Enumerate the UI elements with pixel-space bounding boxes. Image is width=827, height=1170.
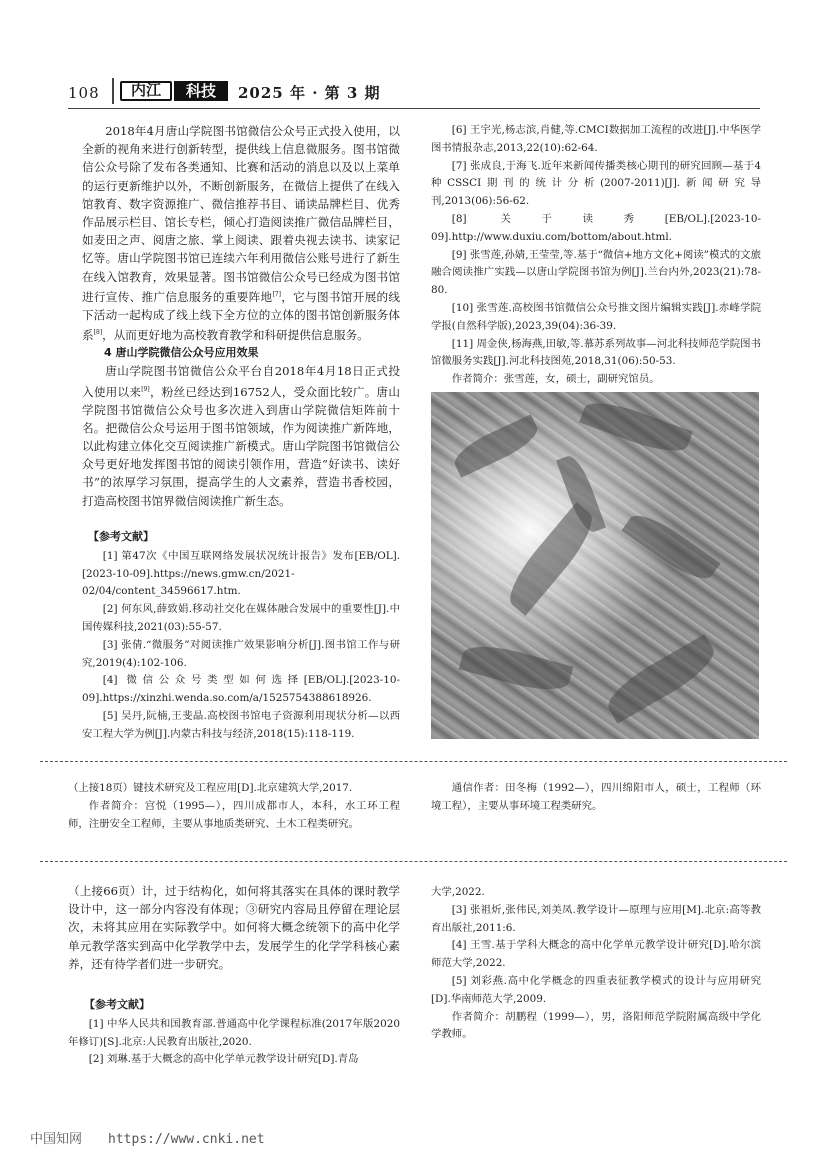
site-name: 中国知网	[30, 1132, 83, 1147]
header-rule	[68, 108, 760, 109]
bottom-left-block	[68, 882, 400, 973]
corresponding-author: 通信作者：田冬梅（1992—），四川绵阳市人，硕士，工程师（环境工程），主要从事环境工程类研究。	[431, 782, 761, 812]
reference-item: [5] 刘彩燕.高中化学概念的四重表征教学模式的设计与应用研究[D].华南师范大学,2009.	[431, 974, 761, 1005]
reference-item: [2] 何东风,薛致娟.移动社交化在媒体融合发展中的重要性[J].中国传媒科技,2021(03):55-57.	[82, 603, 400, 633]
section-separator	[40, 761, 787, 762]
reference-item: [2] 刘琳.基于大概念的高中化学单元教学设计研究[D].青岛	[88, 1053, 359, 1066]
paragraph-2: 唐山学院图书馆微信公众平台自2018年4月18日正式投入使用以来[9]，粉丝已经达到16752人，受众面比较广。唐山学院图书馆微信公众号也多次进入到唐山学院微信矩阵前十名。把微信公众号运用于图书馆领域，作为阅读推广新阵地，以此构建立体化交互阅读推广新模式。唐山学院图书馆微信公众号更好地发挥图书馆的阅读引领作用，营造“好读书、读好书”的浓厚学习氛围，提高学生的人文素养，营造书香校园，打造高校图书馆界微信阅读推广新生态。	[82, 364, 400, 508]
references-title: 【参考文献】	[88, 530, 154, 543]
journal-logo	[120, 80, 230, 102]
paragraph-1: 2018年4月唐山学院图书馆微信公众号正式投入使用，以全新的视角来进行创新转型，提供线上信息微服务。图书馆微信公众号除了发布各类通知、比赛和活动的消息以及以上菜单的运行更新维护以外，不断创新服务，在微信上提供了在线入馆教育、数字资源推广、微信推荐书目、诵读品牌栏目、优秀作品展示栏目、馆长专栏，倾心打造阅读推广微信品牌栏目，如麦田之声、阅唐之旅、掌上阅读、跟着央视去读书、读家记忆等。唐山学院图书馆已连续六年利用微信公账号进行了新生在线入馆教育，效果显著。图书馆微信公众号已经成为图书馆进行宣传、推广信息服务的重要阵地[7]，它与图书馆开展的线下活动一起构成了线上线下全方位的立体的图书馆创新服务体系[8]，从而更好地为高校教育教学和科研提供信息服务。	[82, 124, 400, 342]
site-url[interactable]: https://www.cnki.net	[108, 1132, 265, 1147]
author-bio: 作者简介：张雪莲，女，硕士，副研究馆员。	[451, 373, 660, 386]
continued-paragraph: （上接66页）计，过于结构化，如何将其落实在具体的课时教学设计中，这一部分内容没有体现；③研究内容局且停留在理论层次，未将其应用在实际教学中。如何将大概念统领下的高中化学单元教学落实到高中化学教学中去，发展学生的化学学科核心素养，还有待学者们进一步研究。	[68, 884, 400, 971]
reference-item: [8] 关于读秀[EB/OL].[2023-10-09].http://www.duxiu.com/bottom/about.html.	[431, 212, 761, 243]
bottom-right-references	[431, 884, 761, 1044]
middle-right-block	[431, 780, 761, 816]
reference-item: [1] 中华人民共和国教育部.普通高中化学课程标准(2017年版2020年修订)[S].北京:人民教育出版社,2020.	[68, 1017, 400, 1048]
reference-item: [1] 第47次《中国互联网络发展状况统计报告》发布[EB/OL].[2023-10-09].https://news.gmw.cn/2021-02/04/content_34596617.htm.	[82, 549, 400, 598]
author-bio: 作者简介：胡鹏程（1999—），男，洛阳师范学院附属高级中学化学教师。	[431, 1010, 761, 1041]
reference-item: [4] 王雪.基于学科大概念的高中化学单元教学设计研究[D].哈尔滨师范大学,2022.	[431, 939, 761, 970]
logo-part-1: 内江	[120, 81, 172, 101]
bottom-left-references	[68, 996, 400, 1069]
reference-item: [6] 王宇光,杨志滨,肖健,等.CMCI数据加工流程的改进[J].中华医学图书情报杂志,2013,22(10):62-64.	[431, 124, 761, 154]
page-number: 108	[68, 84, 100, 102]
left-column	[82, 122, 400, 510]
header-divider	[112, 78, 114, 104]
reference-item: [3] 张祖炘,张伟民,刘美凤.教学设计—原理与应用[M].北京:高等教育出版社,2011:6.	[431, 903, 761, 934]
reference-item: [4] 微信公众号类型如何选择[EB/OL].[2023-10-09].https://xinzhi.wenda.so.com/a/1525754388618926.	[82, 674, 400, 705]
middle-left-block	[68, 780, 400, 833]
issue-label: 2025 年 · 第 3 期	[238, 84, 381, 102]
logo-part-2: 科技	[174, 81, 228, 101]
plant-photo	[431, 392, 759, 739]
section-separator	[40, 861, 787, 862]
reference-item: [7] 张成良,于海飞.近年来新闻传播类核心期刊的研究回顾—基于4种CSSCI期刊的统计分析(2007-2011)[J].新闻研究导刊,2013(06):56-62.	[431, 159, 761, 208]
section-heading: 4 唐山学院微信公众号应用效果	[104, 346, 259, 360]
author-bio: 作者简介：宫悦（1995—），四川成都市人，本科，水工环工程师，注册安全工程师，主要从事地质类研究、土木工程类研究。	[68, 799, 400, 830]
reference-item: [9] 张雪莲,孙婧,王莹莹,等.基于“微信+地方文化+阅读”模式的文旅融合阅读推广实践—以唐山学院图书馆为例[J].兰台内外,2023(21):78-80.	[431, 248, 761, 297]
reference-item: 大学,2022.	[431, 886, 485, 898]
continued-text: （上接18页）键技术研究及工程应用[D].北京建筑大学,2017.	[68, 782, 353, 794]
reference-item: [5] 吴丹,阮楠,王斐晶.高校图书馆电子资源利用现状分析—以西安工程大学为例[J].内蒙古科技与经济,2018(15):118-119.	[82, 709, 400, 740]
references-title: 【参考文献】	[84, 998, 150, 1011]
right-references	[431, 122, 761, 389]
cnki-watermark	[30, 1128, 265, 1147]
reference-item: [3] 张倩.“微服务”对阅读推广效果影响分析[J].图书馆工作与研究,2019(4):102-106.	[82, 638, 400, 669]
reference-item: [11] 周金侠,杨海燕,田敏,等.慕苏系列故事—河北科技师范学院图书馆微服务实践[J].河北科技图苑,2018,31(06):50-53.	[431, 337, 761, 368]
left-references	[82, 528, 400, 744]
reference-item: [10] 张雪莲.高校图书馆微信公众号推文图片编辑实践[J].赤峰学院学报(自然科学版),2023,39(04):36-39.	[431, 301, 761, 332]
